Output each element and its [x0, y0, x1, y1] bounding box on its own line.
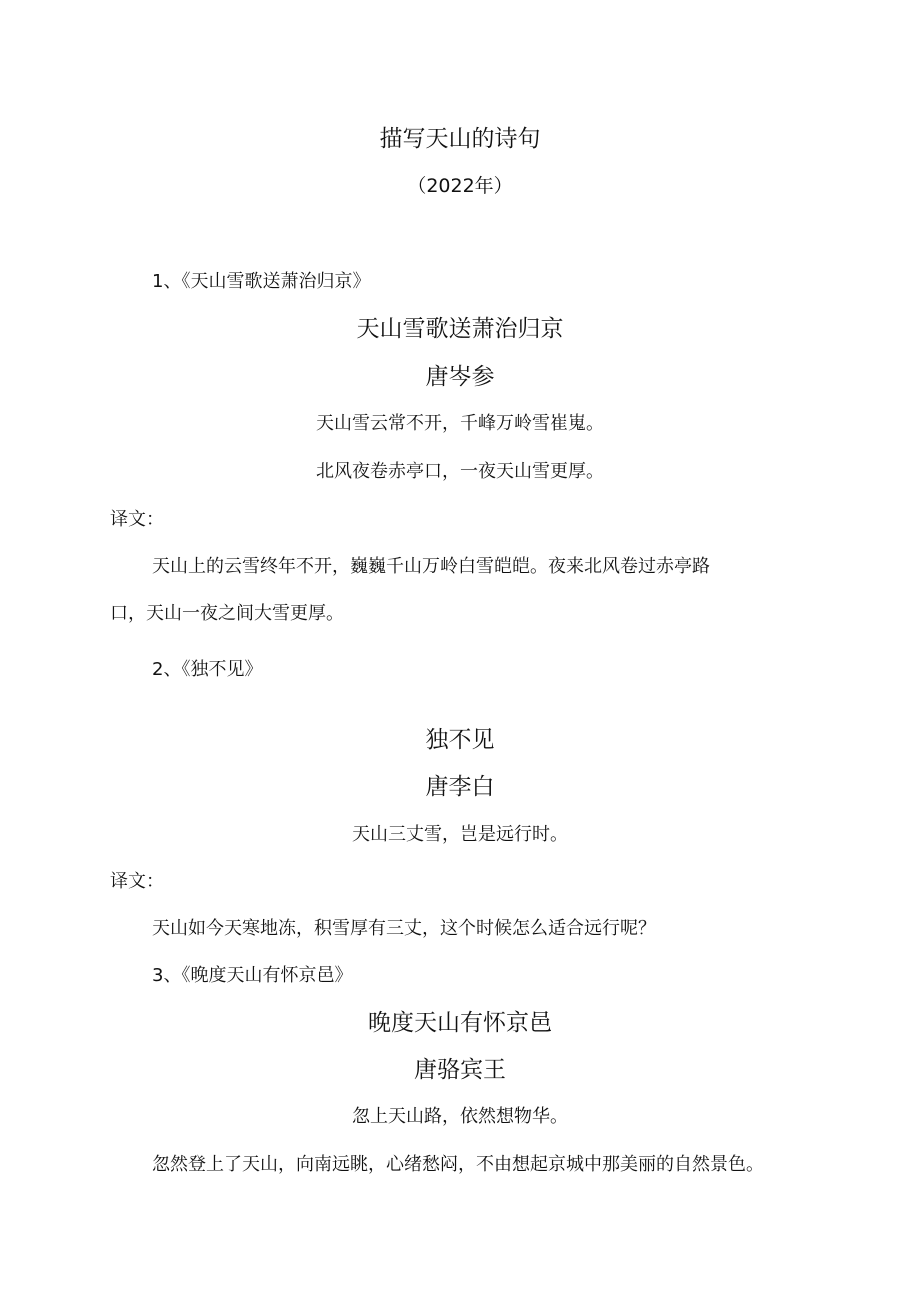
section-3-heading: 3、《晚度天山有怀京邑》 — [152, 965, 353, 986]
section-2-heading: 2、《独不见》 — [152, 659, 263, 680]
section-3-verse-1: 忽上天山路，依然想物华。 — [352, 1106, 568, 1127]
section-1-translation-label: 译文： — [110, 509, 164, 530]
section-1-author: 唐岑参 — [425, 364, 495, 390]
section-3-translation-line-1: 忽然登上了天山，向南远眺，心绪愁闷，不由想起京城中那美丽的自然景色。 — [152, 1154, 764, 1175]
section-1-translation-line-2: 口，天山一夜之间大雪更厚。 — [110, 603, 344, 624]
section-2-translation-line-1: 天山如今天寒地冻，积雪厚有三丈，这个时候怎么适合远行呢？ — [152, 918, 656, 939]
document-year: （2022年） — [407, 175, 513, 197]
section-1-translation-line-1: 天山上的云雪终年不开，巍巍千山万岭白雪皑皑。夜来北风卷过赤亭路 — [152, 556, 710, 577]
section-2-verse-1: 天山三丈雪，岂是远行时。 — [352, 824, 568, 845]
section-3-poem-title: 晚度天山有怀京邑 — [368, 1010, 552, 1036]
section-1-poem-title: 天山雪歌送萧治归京 — [356, 316, 564, 342]
section-1-heading: 1、《天山雪歌送萧治归京》 — [152, 271, 371, 292]
section-1-verse-1: 天山雪云常不开，千峰万岭雪崔嵬。 — [316, 413, 604, 434]
section-2-translation-label: 译文： — [110, 871, 164, 892]
section-2-poem-title: 独不见 — [425, 727, 495, 753]
section-3-author: 唐骆宾王 — [414, 1057, 506, 1083]
document-title: 描写天山的诗句 — [379, 126, 541, 152]
section-1-verse-2: 北风夜卷赤亭口，一夜天山雪更厚。 — [316, 461, 604, 482]
section-2-author: 唐李白 — [425, 774, 495, 800]
